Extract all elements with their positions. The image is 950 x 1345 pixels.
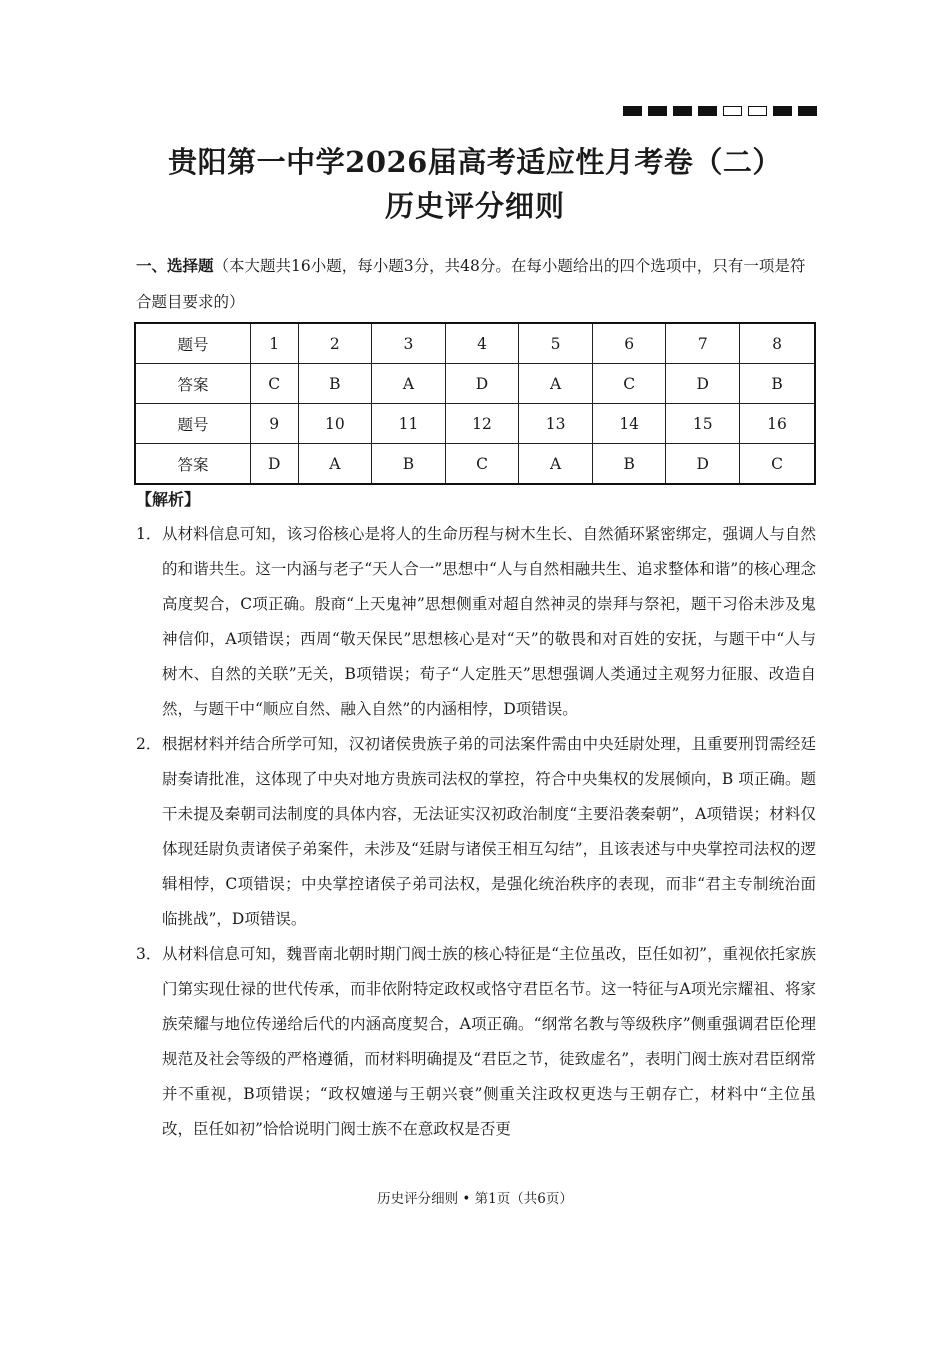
- table-cell: 3: [372, 323, 446, 364]
- row-header-cell: 答案: [135, 444, 250, 485]
- table-cell: 11: [372, 404, 446, 444]
- table-cell: 12: [445, 404, 519, 444]
- empty-square-mark: [723, 106, 742, 116]
- filled-square-mark: [773, 106, 792, 116]
- analysis-list: [136, 517, 816, 1147]
- item-text: 从材料信息可知，魏晋南北朝时期门阀士族的核心特征是“主位虽改，臣任如初”，重视依托家族门第实现仕禄的世代传承，而非依附特定政权或恪守君臣名节。这一特征与A项光宗耀祖、将家族荣耀与地位传递给后代的内涵高度契合，A项正确。“纲常名教与等级秩序”侧重强调君臣伦理规范及社会等级的严格遵循，而材料明确提及“君臣之节，徒致虚名”，表明门阀士族对君臣纲常并不重视，B项错误；“政权嬗递与王朝兴衰”侧重关注政权更迭与王朝存亡，材料中“主位虽改，臣任如初”恰恰说明门阀士族不在意政权是否更: [162, 945, 816, 1138]
- table-cell: D: [250, 444, 298, 485]
- empty-square-mark: [748, 106, 767, 116]
- page-subtitle: 历史评分细则: [384, 189, 565, 223]
- table-cell: 14: [592, 404, 666, 444]
- row-header-cell: 答案: [135, 364, 250, 404]
- table-cell: B: [740, 364, 815, 404]
- item-number: 2．: [136, 735, 162, 753]
- table-cell: D: [666, 364, 740, 404]
- table-cell: B: [372, 444, 446, 485]
- table-cell: A: [519, 364, 593, 404]
- item-text: 从材料信息可知，该习俗核心是将人的生命历程与树木生长、自然循环紧密绑定，强调人与自然的和谐共生。这一内涵与老子“天人合一”思想中“人与自然相融共生、追求整体和谐”的核心理念高度契合，C项正确。殷商“上天鬼神”思想侧重对超自然神灵的崇拜与祭祀，题干习俗未涉及鬼神信仰，A项错误；西周“敬天保民”思想核心是对“天”的敬畏和对百姓的安抚，与题干中“人与树木、自然的关联”无关，B项错误；荀子“人定胜天”思想强调人类通过主观努力征服、改造自然，与题干中“顺应自然、融入自然”的内涵相悖，D项错误。: [162, 525, 816, 718]
- filled-square-mark: [623, 106, 642, 116]
- section-description: （本大题共16小题，每小题3分，共48分。在每小题给出的四个选项中，只有一项是符合题目要求的）: [136, 257, 806, 311]
- table-row: [135, 444, 815, 485]
- table-cell: A: [519, 444, 593, 485]
- item-number: 1．: [136, 525, 162, 543]
- table-cell: B: [298, 364, 372, 404]
- page-title: 贵阳第一中学2026届高考适应性月考卷（二）: [168, 145, 782, 179]
- table-cell: 8: [740, 323, 815, 364]
- table-cell: 7: [666, 323, 740, 364]
- filled-square-mark: [698, 106, 717, 116]
- filled-square-mark: [648, 106, 667, 116]
- table-cell: D: [666, 444, 740, 485]
- table-cell: 1: [250, 323, 298, 364]
- analysis-heading: 【解析】: [136, 490, 201, 509]
- table-cell: C: [445, 444, 519, 485]
- row-header-cell: 题号: [135, 323, 250, 364]
- section-instructions: [136, 248, 816, 320]
- table-cell: B: [592, 444, 666, 485]
- table-cell: 2: [298, 323, 372, 364]
- table-cell: 15: [666, 404, 740, 444]
- table-cell: 4: [445, 323, 519, 364]
- filled-square-mark: [673, 106, 692, 116]
- table-cell: C: [592, 364, 666, 404]
- table-row: [135, 404, 815, 444]
- table-cell: 10: [298, 404, 372, 444]
- table-cell: C: [740, 444, 815, 485]
- table-cell: A: [298, 444, 372, 485]
- item-number: 3．: [136, 945, 162, 963]
- filled-square-mark: [798, 106, 817, 116]
- analysis-item: [136, 517, 816, 727]
- table-cell: 6: [592, 323, 666, 364]
- corner-marks: [623, 106, 817, 116]
- table-cell: C: [250, 364, 298, 404]
- section-heading: 一、选择题: [136, 256, 214, 275]
- table-cell: D: [445, 364, 519, 404]
- analysis-item: [136, 937, 816, 1147]
- analysis-item: [136, 727, 816, 937]
- answer-table: [134, 322, 816, 485]
- table-cell: 5: [519, 323, 593, 364]
- table-row: [135, 323, 815, 364]
- table-row: [135, 364, 815, 404]
- item-text: 根据材料并结合所学可知，汉初诸侯贵族子弟的司法案件需由中央廷尉处理，且重要刑罚需经廷尉奏请批准，这体现了中央对地方贵族司法权的掌控，符合中央集权的发展倾向，B 项正确。题干未提及秦朝司法制度的具体内容，无法证实汉初政治制度“主要沿袭秦朝”，A项错误；材料仅体现廷尉负责诸侯子弟案件，未涉及“廷尉与诸侯王相互勾结”，且该表述与中央掌控司法权的逻辑相悖，C项错误；中央掌控诸侯子弟司法权，是强化统治秩序的表现，而非“君主专制统治面临挑战”，D项错误。: [162, 735, 816, 928]
- table-cell: 9: [250, 404, 298, 444]
- page-footer: 历史评分细则 • 第1页（共6页）: [377, 1191, 573, 1207]
- row-header-cell: 题号: [135, 404, 250, 444]
- table-cell: 16: [740, 404, 815, 444]
- table-cell: 13: [519, 404, 593, 444]
- table-cell: A: [372, 364, 446, 404]
